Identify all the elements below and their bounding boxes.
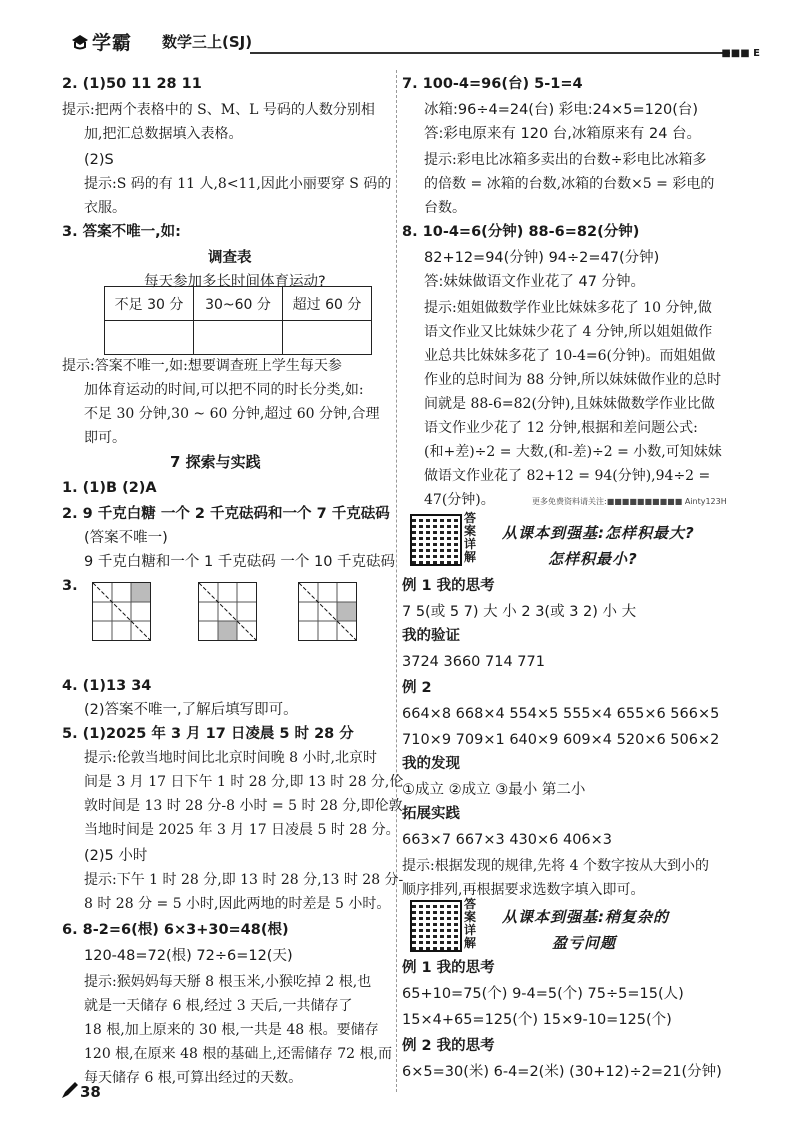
tip-line: 间就是 88-6=82(分钟),且妹妹做数学作业比做 (424, 396, 715, 412)
tip-line: 间是 3 月 17 日下午 1 时 28 分,即 13 时 28 分,伦 (84, 774, 404, 790)
example-2-heading: 例 2 (402, 680, 432, 696)
tip-line: 加,把汇总数据填入表格。 (84, 126, 243, 142)
survey-table (104, 286, 372, 355)
answer-s5-2: (2)5 小时 (84, 848, 148, 864)
answer-3: 3. 答案不唯一,如: (62, 224, 181, 240)
example-2-row-1: 664×8 668×4 554×5 555×4 655×6 566×5 (402, 706, 720, 722)
tip-line: 就是一天储存 6 根,经过 3 天后,一共储存了 (84, 998, 353, 1014)
tip-line: 提示:S 码的有 11 人,8<11,因此小丽要穿 S 码的 (84, 176, 392, 192)
tip-line: 提示:下午 1 时 28 分,即 13 时 28 分,13 时 28 分- (84, 872, 404, 888)
grid-figure-3 (298, 582, 357, 641)
qr-label: 答案详解 (464, 897, 477, 950)
tip-line: 语文作业又比妹妹少花了 4 分钟,所以姐姐做作 (424, 324, 713, 340)
qr-code[interactable] (410, 900, 462, 952)
tip-line: 每天储存 6 根,可算出经过的天数。 (84, 1070, 303, 1086)
tip-line: 的倍数 = 冰箱的台数,冰箱的台数×5 = 彩电的 (424, 176, 715, 192)
tip-line: 提示:伦敦当地时间比北京时间晚 8 小时,北京时 (84, 750, 377, 766)
tip-line: 加体育运动的时间,可以把不同的时长分类,如: (84, 382, 364, 398)
brand-logo: 学霸 (70, 28, 132, 55)
example-1-answer: 7 5(或 5 7) 大 小 2 3(或 3 2) 小 大 (402, 604, 637, 620)
answer-2-2: (2)S (84, 152, 114, 168)
tip-line: (和+差)÷2 = 大数,(和-差)÷2 = 小数,可知妹妹 (424, 444, 722, 460)
survey-col-2: 30~60 分 (194, 287, 283, 321)
survey-col-1: 不足 30 分 (105, 287, 194, 321)
example-2b-row-1: 6×5=30(米) 6-4=2(米) (30+12)÷2=21(分钟) (402, 1064, 722, 1080)
tip-line: 不足 30 分钟,30 ~ 60 分钟,超过 60 分钟,合理 (84, 406, 380, 422)
answer-s2-alt: 9 千克白糖和一个 1 千克砝码 一个 10 千克砝码 (84, 554, 396, 570)
tip-line: 120 根,在原来 48 根的基础上,还需储存 72 根,而 (84, 1046, 392, 1062)
qr-code-image (410, 900, 462, 952)
tip-line: 做语文作业花了 82+12 = 94(分钟),94÷2 = (424, 468, 711, 484)
graduation-cap-icon (70, 32, 90, 52)
answer-s3: 3. (62, 578, 78, 594)
answer-s6-b: 120-48=72(根) 72÷6=12(天) (84, 948, 293, 964)
answer-s1: 1. (1)B (2)A (62, 480, 157, 496)
answer-7: 7. 100-4=96(台) 5-1=4 (402, 76, 583, 92)
grid-figure-2 (198, 582, 257, 641)
column-divider (396, 70, 397, 1092)
tip-line: 顺序排列,再根据要求选数字填入即可。 (402, 882, 645, 898)
grid-figure-1 (92, 582, 151, 641)
tip-line: 8 时 28 分 = 5 小时,因此两地的时差是 5 小时。 (84, 896, 391, 912)
grid-lines (93, 583, 150, 640)
answer-s4: 4. (1)13 34 (62, 678, 152, 694)
tip-line: 提示:姐姐做数学作业比妹妹多花了 10 分钟,做 (424, 300, 712, 316)
answer-s2: 2. 9 千克白糖 一个 2 千克砝码和一个 7 千克砝码 (62, 506, 390, 522)
tip-line: 即可。 (84, 430, 126, 446)
example-2b-heading: 例 2 我的思考 (402, 1038, 495, 1054)
found-heading: 我的发现 (402, 756, 460, 772)
answer-8-c: 答:妹妹做语文作业花了 47 分钟。 (424, 274, 646, 290)
survey-cell (105, 321, 194, 355)
tip-line: 提示:彩电比冰箱多卖出的台数÷彩电比冰箱多 (424, 152, 707, 168)
answer-7-c: 答:彩电原来有 120 台,冰箱原来有 24 台。 (424, 126, 702, 142)
tip-line: 当地时间是 2025 年 3 月 17 日凌晨 5 时 28 分。 (84, 822, 400, 838)
found-values: ①成立 ②成立 ③最小 第二小 (402, 782, 586, 798)
tip-line: 47(分钟)。 (424, 492, 495, 508)
verify-heading: 我的验证 (402, 628, 460, 644)
pencil-icon (60, 1080, 80, 1100)
watermark-text: 更多免费资料请关注:■■■■■■■■■■ Ainty123H (532, 497, 727, 506)
example-1b-row-2: 15×4+65=125(个) 15×9-10=125(个) (402, 1012, 672, 1028)
banner-title-2a: 从课本到强基:稍复杂的 (502, 908, 669, 926)
example-1-heading: 例 1 我的思考 (402, 578, 495, 594)
grid-lines (299, 583, 356, 640)
example-1b-row-1: 65+10=75(个) 9-4=5(个) 75÷5=15(人) (402, 986, 684, 1002)
banner-title-1b: 怎样积最小? (548, 550, 638, 568)
survey-title: 调查表 (208, 250, 252, 266)
qr-label: 答案详解 (464, 511, 477, 564)
answer-2-1: 2. (1)50 11 28 11 (62, 76, 202, 92)
answer-8: 8. 10-4=6(分钟) 88-6=82(分钟) (402, 224, 640, 240)
tip-line: 18 根,加上原来的 30 根,一共是 48 根。要储存 (84, 1022, 379, 1038)
answer-s4-2: (2)答案不唯一,了解后填写即可。 (84, 702, 298, 718)
example-2-row-2: 710×9 709×1 640×9 609×4 520×6 506×2 (402, 732, 720, 748)
qr-code-image (410, 514, 462, 566)
tip-line: 提示:把两个表格中的 S、M、L 号码的人数分别相 (62, 102, 375, 118)
answer-s6: 6. 8-2=6(根) 6×3+30=48(根) (62, 922, 289, 938)
tip-line: 提示:答案不唯一,如:想要调查班上学生每天参 (62, 358, 342, 374)
book-title: 数学三上(SJ) (162, 33, 253, 51)
survey-cell (283, 321, 372, 355)
tip-line: 提示:根据发现的规律,先将 4 个数字按从大到小的 (402, 858, 709, 874)
tip-line: 提示:猴妈妈每天掰 8 根玉米,小猴吃掉 2 根,也 (84, 974, 372, 990)
grid-lines (199, 583, 256, 640)
answer-8-b: 82+12=94(分钟) 94÷2=47(分钟) (424, 250, 660, 266)
extension-values: 663×7 667×3 430×6 406×3 (402, 832, 613, 848)
answer-s5: 5. (1)2025 年 3 月 17 日凌晨 5 时 28 分 (62, 726, 354, 742)
banner-title-2b: 盈亏问题 (552, 934, 617, 952)
extension-heading: 拓展实践 (402, 806, 460, 822)
header-right-mark: ■■■ E (721, 48, 760, 59)
qr-code[interactable] (410, 514, 462, 566)
answer-s2-note: (答案不唯一) (84, 530, 168, 546)
section-heading-7: 7 探索与实践 (170, 453, 261, 471)
tip-line: 台数。 (424, 200, 466, 216)
answer-7-b: 冰箱:96÷4=24(台) 彩电:24×5=120(台) (424, 102, 699, 118)
survey-col-3: 超过 60 分 (283, 287, 372, 321)
survey-cell (194, 321, 283, 355)
banner-title-1a: 从课本到强基:怎样积最大? (502, 524, 695, 542)
tip-line: 敦时间是 13 时 28 分-8 小时 = 5 时 28 分,即伦敦 (84, 798, 403, 814)
tip-line: 作业的总时间为 88 分钟,所以妹妹做作业的总时 (424, 372, 722, 388)
tip-line: 衣服。 (84, 200, 126, 216)
survey-question: 每天参加多长时间体育运动? (144, 274, 326, 290)
page-header (70, 28, 760, 62)
page-number: 38 (80, 1083, 101, 1101)
header-rule (250, 52, 730, 54)
tip-line: 业总共比妹妹多花了 10-4=6(分钟)。而姐姐做 (424, 348, 716, 364)
example-1b-heading: 例 1 我的思考 (402, 960, 495, 976)
verify-values: 3724 3660 714 771 (402, 654, 545, 670)
tip-line: 语文作业少花了 12 分钟,根据和差问题公式: (424, 420, 698, 436)
